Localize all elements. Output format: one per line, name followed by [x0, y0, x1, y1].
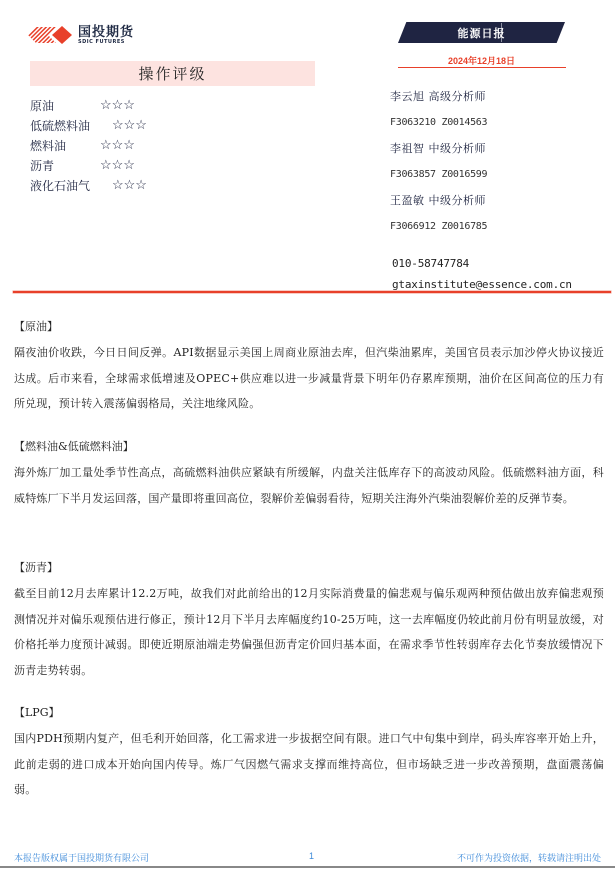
rating-row-asphalt — [30, 155, 330, 175]
contact-email[interactable]: gtaxinstitute@essence.com.cn — [392, 278, 572, 291]
section-title: 【沥青】 — [14, 561, 58, 574]
footer-divider — [0, 866, 615, 868]
section-body: 国内PDH预期内复产，但毛利开始回落，化工需求进一步拔据空间有限。进口气中旬集中到岸，码头库容率开始上升，此前走弱的进口成本开始向国内传导。炼厂气因燃气需求支撑而维持高位，但市场缺乏进一步改善预期，盘面震荡偏弱。 — [14, 732, 604, 796]
footer-copyright: 本报告版权属于国投期货有限公司 — [14, 853, 150, 863]
star-rating-icon: ☆☆☆ — [112, 177, 147, 193]
report-type-title: 能源日报 — [457, 26, 506, 40]
page-number: 1 — [309, 851, 315, 861]
rating-name: 低硫燃料油 — [30, 118, 91, 133]
section-title: 【LPG】 — [14, 706, 60, 719]
rating-name: 燃料油 — [30, 138, 67, 153]
rating-row-fuel-oil — [30, 135, 330, 155]
section-fuel-oil — [14, 434, 604, 511]
page-footer — [0, 848, 615, 864]
footer-disclaimer: 不可作为投资依据，转载请注明出处 — [456, 853, 601, 863]
report-date: 2024年12月18日 — [447, 56, 516, 66]
analyst-license: F3063857 Z0016599 — [390, 169, 488, 180]
rating-name: 原油 — [30, 98, 55, 113]
section-title: 【燃料油&低硫燃料油】 — [14, 440, 134, 453]
section-body: 海外炼厂加工量处季节性高点，高硫燃料油供应紧缺有所缓解，内盘关注低库存下的高波动风险。低硫燃料油方面，科威特炼厂下半月发运回落，国产量即将重回高位，裂解价差偏弱看待，短期关注海外汽柴油裂解价差的反弹节奏。 — [14, 466, 604, 505]
section-lpg — [14, 700, 604, 803]
section-asphalt — [14, 555, 604, 683]
logo-name-cn: 国投期货 — [78, 24, 135, 40]
analyst-name: 王盈敏 中级分析师 — [390, 194, 486, 207]
section-body: 隔夜油价收跌，今日日间反弹。API数据显示美国上周商业原油去库，但汽柴油累库，美国官员表示加沙停火协议接近达成。后市来看，全球需求低增速及OPEC+供应难以进一步减量背景下明年仍存累库预期，油价在区间高位的压力有所兑现，预计转入震荡偏弱格局，关注地缘风险。 — [14, 346, 604, 410]
analyst-list — [390, 90, 610, 246]
star-rating-icon: ☆☆☆ — [112, 117, 147, 133]
analyst-license: F3063210 Z0014563 — [390, 117, 488, 128]
date-underline — [398, 67, 566, 68]
analyst-license: F3066912 Z0016785 — [390, 221, 488, 232]
analyst-name: 李祖智 中级分析师 — [390, 142, 486, 155]
rating-row-low-sulfur-fuel-oil — [30, 115, 330, 135]
header-divider — [13, 291, 611, 293]
rating-name: 液化石油气 — [30, 178, 91, 193]
star-rating-icon: ☆☆☆ — [100, 97, 135, 113]
section-body: 截至目前12月去库累计12.2万吨，故我们对此前给出的12月实际消费量的偏悲观与偏乐观两种预估做出放弃偏悲观预测情况并对偏乐观预估进行修正，预计12月下半月去库幅度约10-25万吨，这一去库幅度仍较此前月份有明显放缓，对价格托举力度预计减弱。即使近期原油端走势偏强但沥青定价回归基本面，在需求季节性转弱库存去化节奏放缓情况下沥青走势转弱。 — [14, 587, 604, 677]
rating-name: 沥青 — [30, 158, 55, 173]
rating-title: 操作评级 — [30, 61, 315, 86]
report-banner — [398, 22, 565, 43]
analyst-name: 李云旭 高级分析师 — [390, 90, 486, 103]
logo-name-en: SDIC FUTURES — [78, 38, 125, 45]
section-title: 【原油】 — [14, 320, 58, 333]
section-crude-oil — [14, 314, 604, 417]
logo-mark-icon — [26, 25, 74, 45]
star-rating-icon: ☆☆☆ — [100, 137, 135, 153]
contact-info — [392, 253, 572, 295]
rating-list — [30, 95, 330, 195]
star-rating-icon: ☆☆☆ — [100, 157, 135, 173]
contact-phone: 010-58747784 — [392, 257, 470, 270]
rating-row-crude — [30, 95, 330, 115]
company-logo — [26, 24, 146, 46]
rating-row-lpg — [30, 175, 330, 195]
